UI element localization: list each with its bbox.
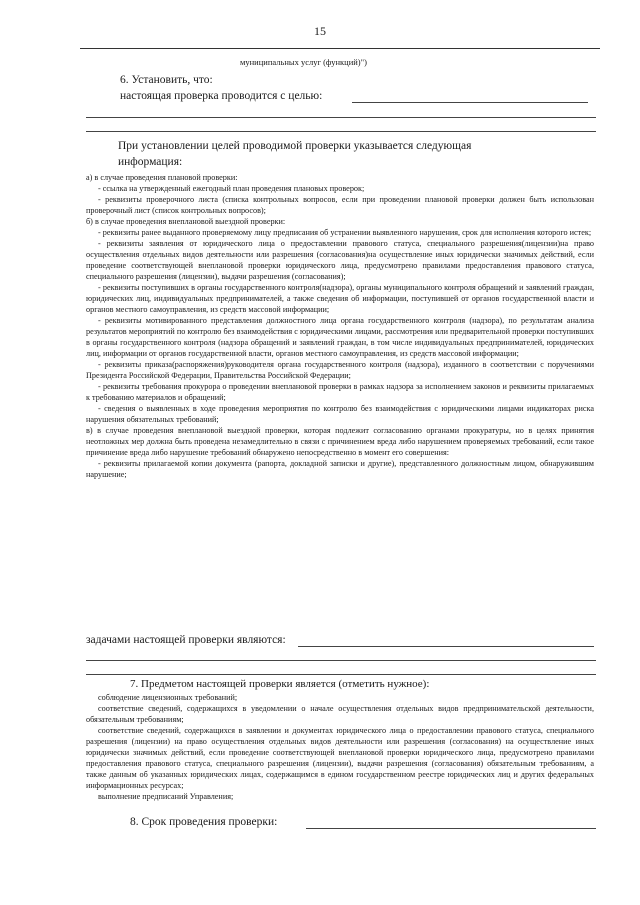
- term-fill-line[interactable]: [306, 828, 596, 829]
- list-item: выполнение предписаний Управления;: [98, 792, 234, 801]
- list-item: б) в случае проведения внеплановой выездной проверки:: [86, 217, 286, 226]
- blank-line-4: [86, 674, 596, 675]
- list-item: в) в случае проведения внеплановой выездной проверки, которая подлежит согласованию органами прокуратуры, но в целях принятия неотложных мер должна быть проведена незамедлительно в связи с причинением вреда либо нарушением проверяемых требований, если такое причинение вреда либо нарушение требований обнаружено непосредственно в момент его совершения:: [86, 426, 594, 457]
- list-item: - сведения о выявленных в ходе проведения мероприятия по контролю без взаимодействия с юридическими лицами индикаторах риска нарушения обязательных требований;: [86, 404, 594, 424]
- header-rule: [80, 48, 600, 49]
- list-item: а) в случае проведения плановой проверки:: [86, 173, 238, 182]
- info-heading-line1: При установлении целей проводимой проверки указывается следующая: [118, 140, 472, 152]
- list-item: - реквизиты ранее выданного проверяемому лицу предписания об устранении выявленного нарушения, срок для исполнения которого истек;: [98, 228, 592, 237]
- blank-line-1: [86, 117, 596, 118]
- section6-info-list: [86, 172, 594, 480]
- section7-label: 7. Предметом настоящей проверки является (отметить нужное):: [130, 678, 430, 690]
- info-heading-line2: информация:: [118, 156, 183, 168]
- blank-line-3: [86, 660, 596, 661]
- list-item: соответствие сведений, содержащихся в уведомлении о начале осуществления отдельных видов предпринимательской деятельности, обязательным требованиям;: [86, 704, 594, 724]
- list-item: - реквизиты требования прокурора о проведении внеплановой проверки в рамках надзора за исполнением законов и реквизиты прилагаемых к требованию материалов и обращений;: [86, 382, 594, 402]
- list-item: - реквизиты прилагаемой копии документа (рапорта, докладной записки и другие), представленного должностным лицом, обнаружившим нарушение;: [86, 459, 594, 479]
- list-item: - реквизиты проверочного листа (списка контрольных вопросов, если при проведении плановой проверки должен быть использован проверочный лист (список контрольных вопросов);: [86, 195, 594, 215]
- section6-label: 6. Установить, что:: [120, 74, 213, 86]
- page-number: 15: [314, 24, 326, 38]
- purpose-fill-line[interactable]: [352, 102, 588, 103]
- list-item: - реквизиты приказа(распоряжения)руководителя органа государственного контроля (надзора), изданного в соответствии с поручениями Президента Российской Федерации, Правительства Российской Федерации;: [86, 360, 594, 380]
- list-item: - реквизиты мотивированного представления должностного лица органа государственного контроля (надзора), по результатам анализа результатов мероприятий по контролю без взаимодействия с юридическими лицами, рассмотрения или предварительной проверки поступивших в органы государственного контроля (надзора обращений и заявлений граждан, в том числе индивидуальных предпринимателей, юридических лиц, информации от органов государственной власти, органов местного самоуправления, из средств массовой информации;: [86, 316, 594, 358]
- list-item: соответствие сведений, содержащихся в заявлении и документах юридического лица о предоставлении правового статуса, специального разрешения (лицензии) на право осуществления отдельных видов деятельности или разрешения (согласования) на осуществление иных юридически значимых действий, если проведение соответствующей внеплановой проверки юридического лица, предусмотрено правилами предоставления правового статуса, специального разрешения (лицензии), выдачи разрешения (согласования) обязательным требованиям, а также данным об указанных юридических лицах, содержащимся в едином государственном реестре юридических лиц и других федеральных информационных ресурсах;: [86, 726, 594, 790]
- list-item: - реквизиты поступивших в органы государственного контроля(надзора), органы муниципального контроля обращений и заявлений граждан, юридических лиц, индивидуальных предпринимателей, а также сведения об информации, поступившей от органов государственной власти и органов местного самоуправления, из средств массовой информации;: [86, 283, 594, 314]
- tasks-label: задачами настоящей проверки являются:: [86, 634, 286, 646]
- list-item: - реквизиты заявления от юридического лица о предоставлении правового статуса, специального разрешения(лицензии)на право осуществления отдельных видов деятельности или разрешения (согласования)на осуществление иных юридически значимых действий, если проведение соответствующей внеплановой проверки юридического лица, предусмотрено правилами предоставления правового статуса, специального разрешения (лицензии), выдачи разрешения (согласования);: [86, 239, 594, 281]
- list-item: соблюдение лицензионных требований;: [98, 693, 238, 702]
- tasks-fill-line[interactable]: [298, 646, 594, 647]
- header-tail-text: муниципальных услуг (функций)"): [240, 57, 367, 67]
- section6-purpose: настоящая проверка проводится с целью:: [120, 90, 323, 102]
- section8-label: 8. Срок проведения проверки:: [130, 816, 278, 828]
- list-item: - ссылка на утвержденный ежегодный план проведения плановых проверок;: [98, 184, 365, 193]
- blank-line-2: [86, 131, 596, 132]
- section7-list: [86, 692, 594, 802]
